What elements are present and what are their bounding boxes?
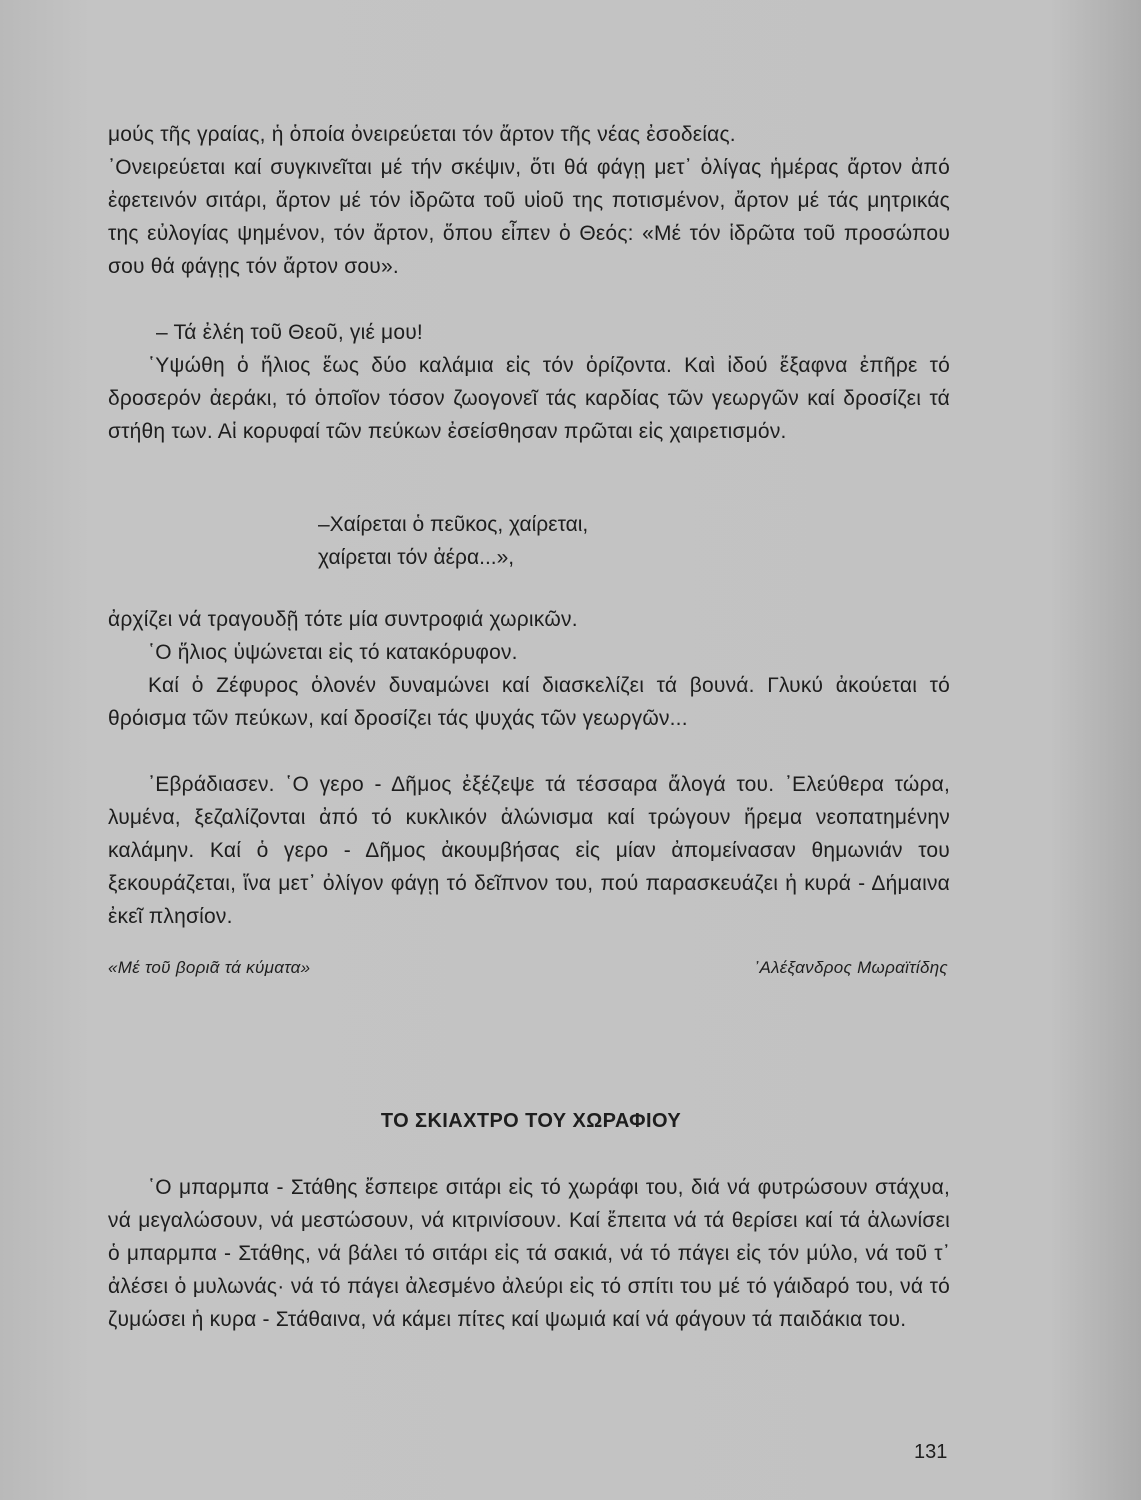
section-title: ΤΟ ΣΚΙΑΧΤΡΟ ΤΟΥ ΧΩΡΑΦΙΟΥ [380, 1110, 682, 1132]
paragraph-zephyr: Καί ὁ Ζέφυρος ὁλονέν δυναμώνει καί διασκελίζει τά βουνά. Γλυκύ ἀκούεται τό θρόισμα τῶν πεύκων, καί δροσίζει τάς ψυχάς τῶν γεωργῶν... [108, 674, 950, 730]
paragraph-scarecrow: ῾Ο μπαρμπα - Στάθης ἔσπειρε σιτάρι εἰς τό χωράφι του, διά νά φυτρώσουν στάχυα, νά μεγαλώσουν, νά μεστώσουν, νά κιτρινίσουν. Καί ἔπειτα νά τά θερίσει καί τά ἁλωνίσει ὁ μπαρμπα - Στάθης, νά βάλει τό σιτάρι εἰς τά σακιά, νά τό πάγει εἰς τόν μύλο, νά τοῦ τ᾿ ἀλέσει ὁ μυλωνάς· νά τό πάγει ἀλεσμένο ἀλεύρι εἰς τό σπίτι του μέ τό γάιδαρό του, νά τό ζυμώσει ἡ κυρα - Στάθαινα, νά κάμει πίτες καί ψωμιά καί νά φάγουν τά παιδάκια του. [108, 1176, 950, 1331]
paragraph-dream: ᾿Ονειρεύεται καί συγκινεῖται μέ τήν σκέψιν, ὅτι θά φάγῃ μετ᾿ ὀλίγας ἡμέρας ἄρτον ἀπό ἐφετεινόν σιτάρι, ἄρτον μέ τόν ἱδρῶτα τοῦ υἱοῦ της ποτισμένον, ἄρτον μέ τάς μητρικάς της εὐλογίας ψημένον, τόν ἄρτον, ὅπου εἶπεν ὁ Θεός: «Μέ τόν ἱδρῶτα τοῦ προσώπου σου θά φάγῃς τόν ἄρτον σου». [108, 156, 950, 278]
citation-source: «Μέ τοῦ βοριᾶ τά κύματα» [108, 958, 311, 977]
verse-line-1: –Χαίρεται ὁ πεῦκος, χαίρεται, [318, 513, 589, 536]
paragraph-sun-zenith: ῾Ο ἥλιος ὑψώνεται εἰς τό κατακόρυφον. [148, 641, 518, 664]
verse-line-2: χαίρεται τόν ἀέρα...», [318, 546, 515, 569]
paragraph-sunrise: ῾Υψώθη ὁ ἥλιος ἕως δύο καλάμια εἰς τόν ὁρίζοντα. Καὶ ἰδού ἔξαφνα ἐπῆρε τό δροσερόν ἀεράκι, τό ὁποῖον τόσον ζωογονεῖ τάς καρδίας τῶν γεωργῶν καί δροσίζει τά στήθη των. Αἱ κορυφαί τῶν πεύκων ἐσείσθησαν πρῶται εἰς χαιρετισμόν. [108, 354, 950, 443]
paragraph-song: ἀρχίζει νά τραγουδῇ τότε μία συντροφιά χωρικῶν. [108, 608, 578, 631]
paragraph-continuation: μούς τῆς γραίας, ἡ ὁποία ὀνειρεύεται τόν ἄρτον τῆς νέας ἐσοδείας. [108, 123, 736, 146]
citation-author: ᾿Αλέξανδρος Μωραϊτίδης [753, 958, 948, 977]
page-number: 131 [914, 1441, 948, 1463]
paragraph-evening: ᾿Εβράδιασεν. ῾Ο γερο - Δῆμος ἐξέζεψε τά τέσσαρα ἄλογά του. ᾿Ελεύθερα τώρα, λυμένα, ξεζαλίζονται ἀπό τό κυκλικόν ἁλώνισμα καί τρώγουν ἥρεμα νεοπατημένην καλάμην. Καί ὁ γερο - Δῆμος ἀκουμβήσας εἰς μίαν ἀπομείνασαν θημωνιάν του ξεκουράζεται, ἵνα μετ᾿ ὀλίγον φάγῃ τό δεῖπνον του, πού παρασκευάζει ἡ κυρά - Δήμαινα ἐκεῖ πλησίον. [108, 773, 950, 928]
paragraph-dialogue: – Τά ἐλέη τοῦ Θεοῦ, γιέ μου! [156, 321, 423, 344]
